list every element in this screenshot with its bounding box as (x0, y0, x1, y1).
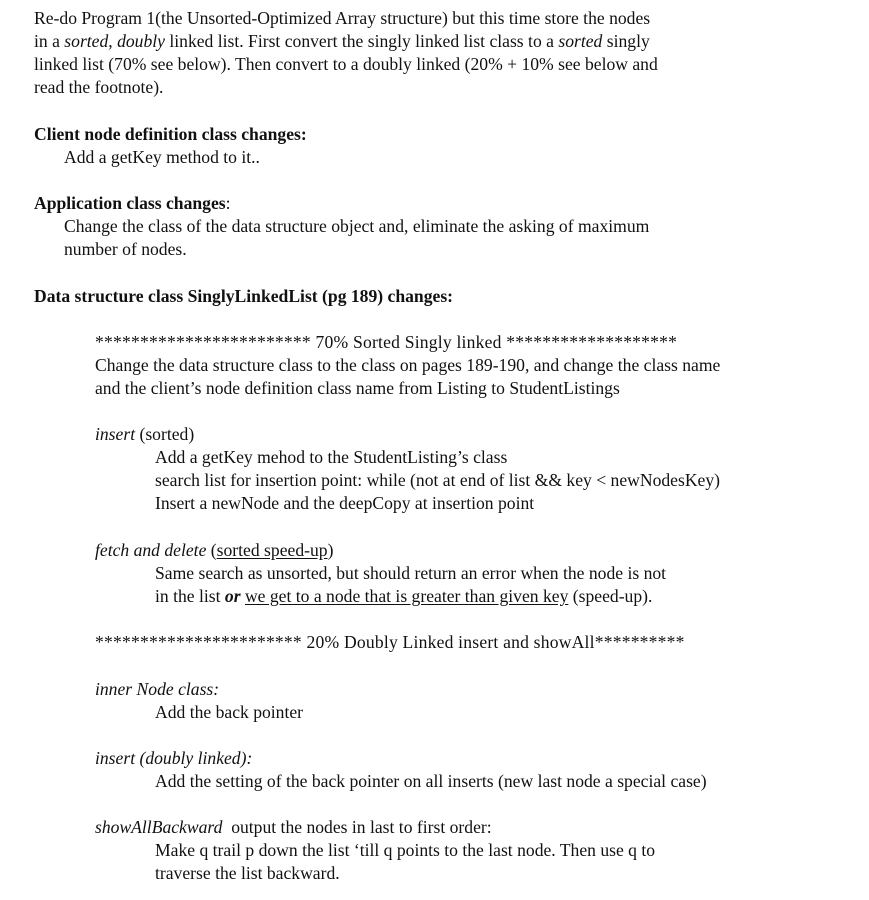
fetch-delete-label (95, 539, 333, 562)
insert-sorted-body (155, 446, 720, 515)
intro-paragraph (34, 7, 658, 99)
application-heading-line (34, 192, 231, 215)
fetch-delete-text: (speed-up). (568, 586, 653, 606)
insert-sorted-label (95, 423, 194, 446)
insert-sorted-line-3: Insert a newNode and the deepCopy at insertion point (155, 493, 535, 513)
insert-doubly-body (155, 770, 707, 793)
application-heading: Application class changes (34, 193, 226, 213)
fetch-delete-text: in the list (155, 586, 225, 606)
datastructure-section (34, 285, 453, 308)
intro-text: in a (34, 31, 65, 51)
inner-node-label-block (95, 678, 219, 701)
client-heading: Client node definition class changes: (34, 124, 307, 144)
fetch-delete-label-italic: fetch and delete (95, 540, 207, 560)
fetch-delete-line-2 (155, 585, 666, 608)
insert-sorted-label-rest: (sorted) (135, 424, 195, 444)
show-all-backward-label-italic: showAllBackward (95, 817, 223, 837)
insert-doubly-label-block (95, 747, 252, 770)
show-all-backward-line-2: traverse the list backward. (155, 863, 340, 883)
intro-line-1: Re-do Program 1(the Unsorted-Optimized Array structure) but this time store the nodes (34, 8, 651, 28)
show-all-backward-line-1: Make q trail p down the list ‘till q points to the last node. Then use q to (155, 840, 656, 860)
application-line-1: Change the class of the data structure object and, eliminate the asking of maximum (64, 216, 650, 236)
intro-line-4: read the footnote). (34, 77, 164, 97)
inner-node-body (155, 701, 303, 724)
application-body (64, 215, 649, 261)
doubly20-banner: *********************** 20% Doubly Linked insert and showAll********** (95, 632, 685, 652)
intro-text: , (108, 31, 118, 51)
sorted70-banner: ************************ 70% Sorted Singly linked ******************* (95, 332, 678, 352)
sorted70-line-1: Change the data structure class to the class on pages 189-190, and change the class name (95, 355, 721, 375)
insert-sorted-line-1: Add a getKey mehod to the StudentListing’s class (155, 447, 508, 467)
intro-line-3: linked list (70% see below). Then convert to a doubly linked (20% + 10% see below and (34, 54, 658, 74)
fetch-delete-label-block (95, 539, 333, 562)
application-line-2: number of nodes. (64, 239, 187, 259)
intro-line-2 (34, 30, 658, 53)
insert-sorted-label-block (95, 423, 194, 446)
sorted70-line-2: and the client’s node definition class name from Listing to StudentListings (95, 378, 620, 398)
show-all-backward-label-rest: output the nodes in last to first order: (222, 817, 492, 837)
application-heading-colon: : (225, 193, 231, 213)
emphasis-doubly: doubly (117, 31, 165, 51)
emphasis-sorted: sorted (64, 31, 109, 51)
doubly20-section (95, 631, 685, 654)
intro-text: linked list. First convert the singly linked list class to a (164, 31, 559, 51)
fetch-delete-line-1: Same search as unsorted, but should return an error when the node is not (155, 563, 667, 583)
fetch-delete-label-underlined: sorted speed-up (216, 540, 328, 560)
show-all-backward-label (95, 816, 492, 839)
intro-text: singly (602, 31, 650, 51)
emphasis-or: or (224, 586, 241, 606)
sorted70-section (95, 331, 720, 400)
inner-node-line-1: Add the back pointer (155, 702, 304, 722)
client-section (34, 123, 307, 146)
insert-doubly-line-1: Add the setting of the back pointer on all inserts (new last node a special case) (155, 771, 707, 791)
fetch-delete-label-close: ) (327, 540, 334, 560)
fetch-delete-label-paren: ( (206, 540, 217, 560)
client-body-line: Add a getKey method to it.. (64, 147, 260, 167)
insert-doubly-label: insert (doubly linked): (95, 748, 253, 768)
insert-sorted-line-2: search list for insertion point: while (not at end of list && key < newNodesKey) (155, 470, 720, 490)
show-all-backward-label-block (95, 816, 492, 839)
inner-node-label: inner Node class: (95, 679, 220, 699)
fetch-delete-underlined-clause: we get to a node that is greater than given key (244, 586, 569, 606)
client-body (64, 146, 260, 169)
show-all-backward-body (155, 839, 655, 885)
application-section (34, 192, 231, 215)
insert-sorted-label-italic: insert (95, 424, 136, 444)
datastructure-heading: Data structure class SinglyLinkedList (pg 189) changes: (34, 286, 454, 306)
fetch-delete-body (155, 562, 666, 608)
emphasis-sorted: sorted (558, 31, 603, 51)
